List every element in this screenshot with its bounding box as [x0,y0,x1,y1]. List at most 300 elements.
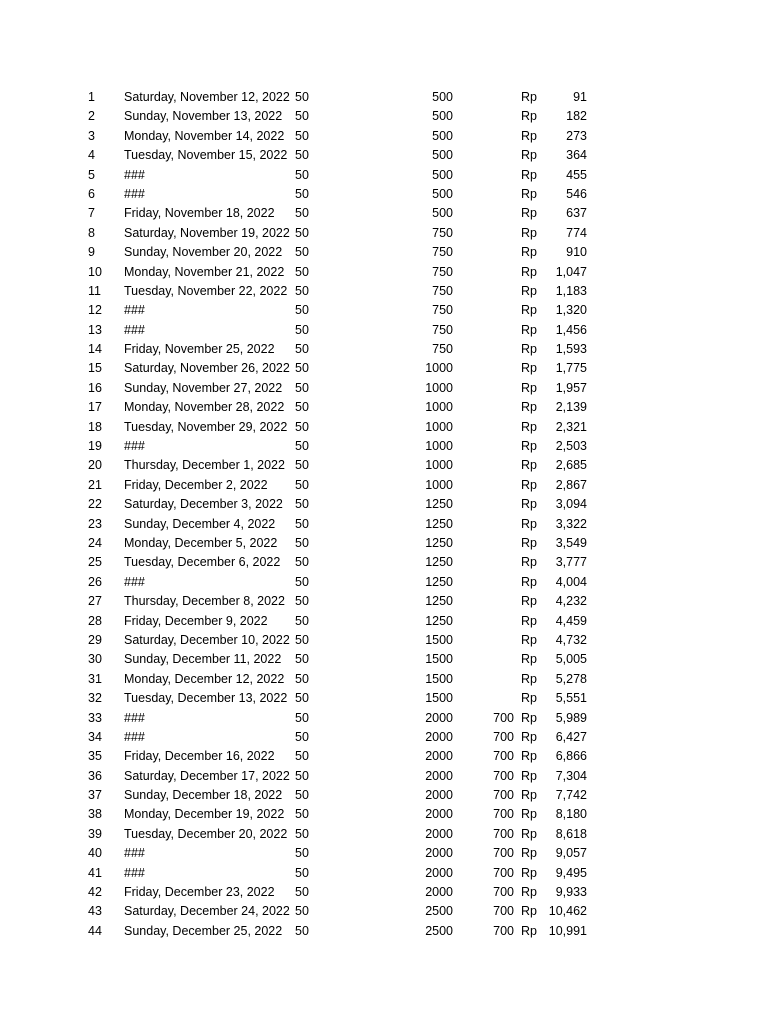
table-row [0,612,768,631]
table-row [0,902,768,921]
currency-cell: Rp [521,458,537,473]
currency-cell: Rp [521,90,537,104]
extra-amount-cell: 700 [493,846,514,861]
currency-cell: Rp [521,652,537,667]
total-cell: 8,618 [555,826,587,841]
row-number-cell: 11 [88,283,101,298]
table-row [0,747,768,766]
row-number-cell: 25 [88,555,102,570]
table-row [0,767,768,786]
total-cell: 1,775 [555,361,587,376]
total-cell: 9,933 [555,885,587,900]
price-cell: 750 [432,264,453,279]
currency-cell: Rp [521,322,537,337]
quantity-cell: 50 [295,342,309,357]
row-number-cell: 36 [88,768,102,783]
table-row [0,204,768,223]
currency-cell: Rp [521,904,537,919]
date-cell: ### [124,303,145,318]
quantity-cell: 50 [295,846,309,861]
row-number-cell: 13 [88,322,102,337]
row-number-cell: 35 [88,749,102,764]
price-cell: 1250 [425,516,453,531]
quantity-cell: 50 [295,497,309,512]
quantity-cell: 50 [295,380,309,395]
quantity-cell: 50 [295,555,309,570]
quantity-cell: 50 [295,361,309,376]
total-cell: 5,005 [555,652,587,667]
currency-cell: Rp [521,167,537,182]
quantity-cell: 50 [295,109,309,124]
table-row [0,418,768,437]
currency-cell: Rp [521,555,537,570]
currency-cell: Rp [521,923,537,938]
quantity-cell: 50 [295,632,309,647]
quantity-cell: 50 [295,322,309,337]
price-cell: 750 [432,245,453,260]
row-number-cell: 23 [88,516,102,531]
total-cell: 91 [573,90,587,104]
extra-amount-cell: 700 [493,826,514,841]
quantity-cell: 50 [295,768,309,783]
quantity-cell: 50 [295,400,309,415]
date-cell: ### [124,865,145,880]
table-row [0,146,768,165]
currency-cell: Rp [521,361,537,376]
price-cell: 1250 [425,574,453,589]
quantity-cell: 50 [295,167,309,182]
total-cell: 455 [566,167,587,182]
table-row [0,437,768,456]
table-row [0,359,768,378]
date-cell: Sunday, December 11, 2022 [124,652,282,667]
total-cell: 1,957 [555,380,587,395]
date-cell: Sunday, December 4, 2022 [124,516,276,531]
extra-amount-cell: 700 [493,788,514,803]
table-row [0,243,768,262]
currency-cell: Rp [521,419,537,434]
date-cell: Friday, December 16, 2022 [124,749,275,764]
currency-cell: Rp [521,342,537,357]
price-cell: 1000 [425,400,453,415]
row-number-cell: 9 [88,245,95,260]
date-cell: Monday, November 21, 2022 [124,264,285,279]
currency-cell: Rp [521,128,537,143]
currency-cell: Rp [521,749,537,764]
quantity-cell: 50 [295,439,309,454]
row-number-cell: 28 [88,613,102,628]
price-cell: 2000 [425,768,453,783]
quantity-cell: 50 [295,865,309,880]
table-row [0,844,768,863]
extra-amount-cell: 700 [493,923,514,938]
date-cell: Saturday, November 12, 2022 [124,90,290,104]
price-cell: 1500 [425,671,453,686]
total-cell: 182 [566,109,587,124]
currency-cell: Rp [521,439,537,454]
extra-amount-cell: 700 [493,710,514,725]
table-row [0,495,768,514]
row-number-cell: 8 [88,225,95,240]
table-row [0,88,768,107]
row-number-cell: 18 [88,419,102,434]
table-row [0,631,768,650]
table-row [0,864,768,883]
row-number-cell: 16 [88,380,102,395]
price-cell: 500 [432,186,453,201]
total-cell: 1,183 [555,283,587,298]
total-cell: 4,232 [555,594,587,609]
table-row [0,592,768,611]
row-number-cell: 14 [88,342,102,357]
quantity-cell: 50 [295,710,309,725]
date-cell: ### [124,439,145,454]
price-cell: 500 [432,206,453,221]
total-cell: 7,742 [555,788,587,803]
currency-cell: Rp [521,225,537,240]
table-row [0,883,768,902]
currency-cell: Rp [521,788,537,803]
currency-cell: Rp [521,535,537,550]
currency-cell: Rp [521,885,537,900]
total-cell: 364 [566,148,587,163]
currency-cell: Rp [521,400,537,415]
row-number-cell: 40 [88,846,102,861]
table-row [0,805,768,824]
row-number-cell: 31 [88,671,102,686]
price-cell: 750 [432,303,453,318]
quantity-cell: 50 [295,574,309,589]
row-number-cell: 3 [88,128,95,143]
price-cell: 2500 [425,904,453,919]
quantity-cell: 50 [295,613,309,628]
quantity-cell: 50 [295,923,309,938]
total-cell: 8,180 [555,807,587,822]
table-row [0,515,768,534]
price-cell: 2000 [425,807,453,822]
currency-cell: Rp [521,671,537,686]
currency-cell: Rp [521,613,537,628]
extra-amount-cell: 700 [493,807,514,822]
date-cell: Tuesday, November 29, 2022 [124,419,288,434]
row-number-cell: 22 [88,497,102,512]
row-number-cell: 4 [88,148,95,163]
price-cell: 1250 [425,594,453,609]
date-cell: Monday, November 14, 2022 [124,128,285,143]
quantity-cell: 50 [295,264,309,279]
total-cell: 637 [566,206,587,221]
table-row [0,282,768,301]
quantity-cell: 50 [295,128,309,143]
total-cell: 1,320 [555,303,587,318]
price-cell: 750 [432,225,453,240]
currency-cell: Rp [521,846,537,861]
table-row [0,166,768,185]
price-cell: 2000 [425,865,453,880]
price-cell: 1250 [425,535,453,550]
price-cell: 750 [432,322,453,337]
price-cell: 1250 [425,497,453,512]
price-cell: 1000 [425,419,453,434]
total-cell: 4,459 [555,613,587,628]
quantity-cell: 50 [295,594,309,609]
table-row [0,670,768,689]
quantity-cell: 50 [295,904,309,919]
total-cell: 910 [566,245,587,260]
date-cell: ### [124,186,145,201]
total-cell: 1,047 [555,264,587,279]
price-cell: 1500 [425,632,453,647]
row-number-cell: 6 [88,186,95,201]
currency-cell: Rp [521,206,537,221]
total-cell: 10,462 [548,904,587,919]
currency-cell: Rp [521,148,537,163]
total-cell: 2,503 [555,439,587,454]
price-cell: 1250 [425,613,453,628]
row-number-cell: 42 [88,885,102,900]
quantity-cell: 50 [295,186,309,201]
row-number-cell: 1 [88,90,95,104]
price-cell: 1000 [425,380,453,395]
date-cell: Saturday, November 19, 2022 [124,225,290,240]
currency-cell: Rp [521,768,537,783]
table-row [0,107,768,126]
quantity-cell: 50 [295,419,309,434]
spreadsheet-table [0,88,768,941]
quantity-cell: 50 [295,652,309,667]
total-cell: 273 [566,128,587,143]
total-cell: 2,139 [555,400,587,415]
row-number-cell: 12 [88,303,102,318]
date-cell: Saturday, December 10, 2022 [124,632,290,647]
total-cell: 5,278 [555,671,587,686]
row-number-cell: 27 [88,594,102,609]
date-cell: Tuesday, December 20, 2022 [124,826,288,841]
table-row [0,689,768,708]
table-row [0,786,768,805]
total-cell: 10,991 [548,923,587,938]
currency-cell: Rp [521,477,537,492]
date-cell: Sunday, November 20, 2022 [124,245,283,260]
table-row [0,321,768,340]
total-cell: 4,004 [555,574,587,589]
row-number-cell: 15 [88,361,102,376]
total-cell: 2,867 [555,477,587,492]
row-number-cell: 29 [88,632,102,647]
quantity-cell: 50 [295,671,309,686]
quantity-cell: 50 [295,516,309,531]
price-cell: 1250 [425,555,453,570]
table-row [0,650,768,669]
currency-cell: Rp [521,594,537,609]
total-cell: 6,866 [555,749,587,764]
date-cell: ### [124,729,145,744]
price-cell: 1000 [425,458,453,473]
extra-amount-cell: 700 [493,865,514,880]
total-cell: 9,057 [555,846,587,861]
row-number-cell: 41 [88,865,102,880]
total-cell: 6,427 [555,729,587,744]
date-cell: Monday, December 19, 2022 [124,807,285,822]
date-cell: Thursday, December 1, 2022 [124,458,285,473]
row-number-cell: 43 [88,904,102,919]
price-cell: 500 [432,148,453,163]
total-cell: 2,321 [555,419,587,434]
row-number-cell: 37 [88,788,102,803]
table-row [0,185,768,204]
date-cell: Tuesday, November 22, 2022 [124,283,288,298]
price-cell: 1000 [425,361,453,376]
quantity-cell: 50 [295,729,309,744]
row-number-cell: 34 [88,729,102,744]
row-number-cell: 17 [88,400,102,415]
total-cell: 4,732 [555,632,587,647]
price-cell: 2000 [425,846,453,861]
quantity-cell: 50 [295,458,309,473]
price-cell: 2000 [425,710,453,725]
quantity-cell: 50 [295,303,309,318]
currency-cell: Rp [521,186,537,201]
price-cell: 2000 [425,885,453,900]
price-cell: 1000 [425,439,453,454]
extra-amount-cell: 700 [493,904,514,919]
total-cell: 3,322 [555,516,587,531]
row-number-cell: 26 [88,574,102,589]
date-cell: Friday, November 25, 2022 [124,342,275,357]
total-cell: 3,549 [555,535,587,550]
total-cell: 3,777 [555,555,587,570]
row-number-cell: 10 [88,264,102,279]
table-row [0,301,768,320]
date-cell: Friday, December 2, 2022 [124,477,268,492]
table-row [0,728,768,747]
quantity-cell: 50 [295,749,309,764]
quantity-cell: 50 [295,691,309,706]
quantity-cell: 50 [295,885,309,900]
date-cell: ### [124,167,145,182]
currency-cell: Rp [521,245,537,260]
price-cell: 500 [432,109,453,124]
date-cell: ### [124,710,145,725]
row-number-cell: 5 [88,167,95,182]
date-cell: Saturday, December 3, 2022 [124,497,283,512]
quantity-cell: 50 [295,826,309,841]
quantity-cell: 50 [295,206,309,221]
quantity-cell: 50 [295,477,309,492]
date-cell: Tuesday, December 13, 2022 [124,691,288,706]
price-cell: 500 [432,167,453,182]
price-cell: 750 [432,342,453,357]
table-row [0,263,768,282]
date-cell: Sunday, November 13, 2022 [124,109,283,124]
date-cell: Friday, November 18, 2022 [124,206,275,221]
row-number-cell: 19 [88,439,102,454]
currency-cell: Rp [521,497,537,512]
table-row [0,709,768,728]
extra-amount-cell: 700 [493,885,514,900]
date-cell: Monday, December 12, 2022 [124,671,285,686]
quantity-cell: 50 [295,807,309,822]
extra-amount-cell: 700 [493,768,514,783]
currency-cell: Rp [521,729,537,744]
row-number-cell: 24 [88,535,102,550]
row-number-cell: 32 [88,691,102,706]
price-cell: 2000 [425,788,453,803]
price-cell: 2500 [425,923,453,938]
date-cell: Tuesday, December 6, 2022 [124,555,281,570]
currency-cell: Rp [521,691,537,706]
currency-cell: Rp [521,264,537,279]
row-number-cell: 20 [88,458,102,473]
total-cell: 2,685 [555,458,587,473]
date-cell: Monday, December 5, 2022 [124,535,278,550]
table-row [0,573,768,592]
date-cell: Friday, December 9, 2022 [124,613,268,628]
table-row [0,534,768,553]
date-cell: Tuesday, November 15, 2022 [124,148,288,163]
total-cell: 774 [566,225,587,240]
date-cell: Saturday, November 26, 2022 [124,361,290,376]
date-cell: ### [124,846,145,861]
currency-cell: Rp [521,283,537,298]
table-row [0,127,768,146]
total-cell: 5,989 [555,710,587,725]
currency-cell: Rp [521,303,537,318]
currency-cell: Rp [521,574,537,589]
total-cell: 3,094 [555,497,587,512]
date-cell: Sunday, November 27, 2022 [124,380,283,395]
price-cell: 1500 [425,691,453,706]
currency-cell: Rp [521,632,537,647]
currency-cell: Rp [521,865,537,880]
table-row [0,340,768,359]
currency-cell: Rp [521,807,537,822]
price-cell: 2000 [425,826,453,841]
currency-cell: Rp [521,380,537,395]
table-row [0,553,768,572]
price-cell: 2000 [425,749,453,764]
row-number-cell: 2 [88,109,95,124]
quantity-cell: 50 [295,283,309,298]
table-row [0,825,768,844]
table-row [0,476,768,495]
currency-cell: Rp [521,710,537,725]
date-cell: Monday, November 28, 2022 [124,400,285,415]
date-cell: Thursday, December 8, 2022 [124,594,285,609]
extra-amount-cell: 700 [493,729,514,744]
total-cell: 7,304 [555,768,587,783]
row-number-cell: 39 [88,826,102,841]
total-cell: 9,495 [555,865,587,880]
date-cell: Friday, December 23, 2022 [124,885,275,900]
currency-cell: Rp [521,826,537,841]
row-number-cell: 21 [88,477,102,492]
table-row [0,456,768,475]
quantity-cell: 50 [295,788,309,803]
price-cell: 2000 [425,729,453,744]
date-cell: Sunday, December 18, 2022 [124,788,283,803]
quantity-cell: 50 [295,225,309,240]
date-cell: ### [124,574,145,589]
row-number-cell: 33 [88,710,102,725]
row-number-cell: 30 [88,652,102,667]
price-cell: 500 [432,90,453,104]
row-number-cell: 38 [88,807,102,822]
price-cell: 500 [432,128,453,143]
date-cell: Saturday, December 17, 2022 [124,768,290,783]
price-cell: 1500 [425,652,453,667]
price-cell: 750 [432,283,453,298]
